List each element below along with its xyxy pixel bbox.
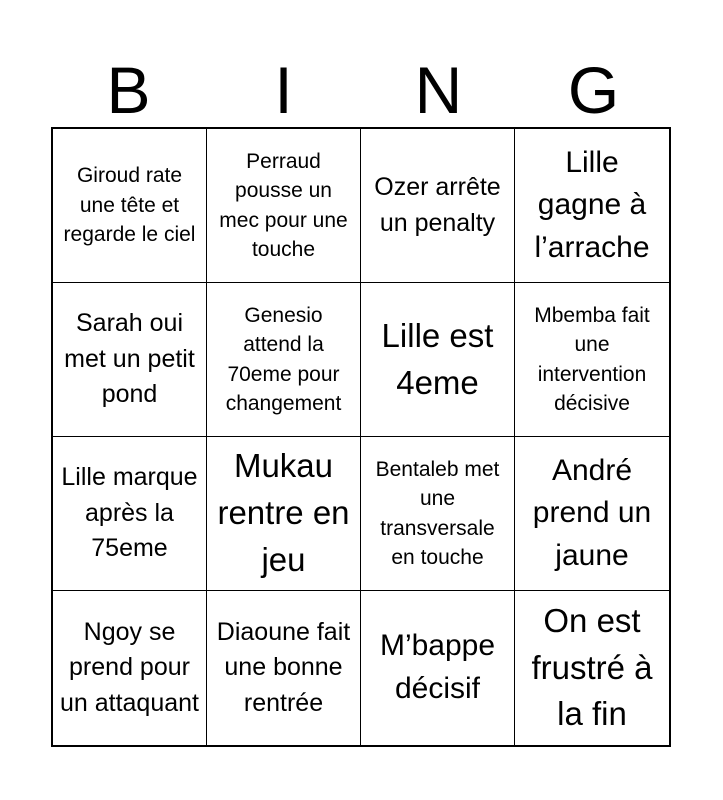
bingo-cell-r4c1[interactable] xyxy=(53,591,207,745)
cell-text: Lille est 4eme xyxy=(381,316,494,401)
cell-text: M’bappe décisif xyxy=(379,629,496,705)
cell-text: Genesio attend la 70eme pour changement xyxy=(225,303,342,415)
cell-text: On est frustré à la fin xyxy=(531,601,653,733)
cell-text: Lille gagne à l’arrache xyxy=(534,145,650,264)
cell-text: Mukau rentre en jeu xyxy=(217,447,350,578)
bingo-cell-r1c4[interactable] xyxy=(515,129,669,283)
bingo-cell-r4c2[interactable] xyxy=(207,591,361,745)
cell-text: Sarah oui met un petit pond xyxy=(64,309,195,409)
bingo-cell-r1c1[interactable] xyxy=(53,129,207,283)
cell-text: André prend un jaune xyxy=(532,453,652,572)
header-letter-n: N xyxy=(414,53,463,127)
bingo-cell-r1c3[interactable] xyxy=(361,129,515,283)
bingo-header xyxy=(51,52,671,128)
bingo-cell-r2c2[interactable] xyxy=(207,283,361,437)
bingo-cell-r4c3[interactable] xyxy=(361,591,515,745)
cell-text: Giroud rate une tête et regarde le ciel xyxy=(63,164,196,247)
bingo-card-grid xyxy=(51,127,671,747)
cell-text: Bentaleb met une transversale en touche xyxy=(375,457,500,569)
cell-text: Ngoy se prend pour un attaquant xyxy=(59,617,199,717)
header-letter-i: I xyxy=(274,53,293,127)
cell-text: Mbemba fait une intervention décisive xyxy=(534,303,650,415)
bingo-cell-r2c4[interactable] xyxy=(515,283,669,437)
bingo-cell-r1c2[interactable] xyxy=(207,129,361,283)
bingo-cell-r3c1[interactable] xyxy=(53,437,207,591)
header-letter-b: B xyxy=(106,53,151,127)
bingo-cell-r3c3[interactable] xyxy=(361,437,515,591)
bingo-cell-r2c1[interactable] xyxy=(53,283,207,437)
cell-text: Ozer arrête un penalty xyxy=(374,173,501,237)
bingo-cell-r3c2[interactable] xyxy=(207,437,361,591)
bingo-cell-r2c3[interactable] xyxy=(361,283,515,437)
header-letter-g: G xyxy=(567,53,620,127)
cell-text: Diaoune fait une bonne rentrée xyxy=(216,617,351,717)
cell-text: Lille marque après la 75eme xyxy=(61,463,198,563)
cell-text: Perraud pousse un mec pour une touche xyxy=(219,149,348,261)
bingo-cell-r3c4[interactable] xyxy=(515,437,669,591)
bingo-cell-r4c4[interactable] xyxy=(515,591,669,745)
